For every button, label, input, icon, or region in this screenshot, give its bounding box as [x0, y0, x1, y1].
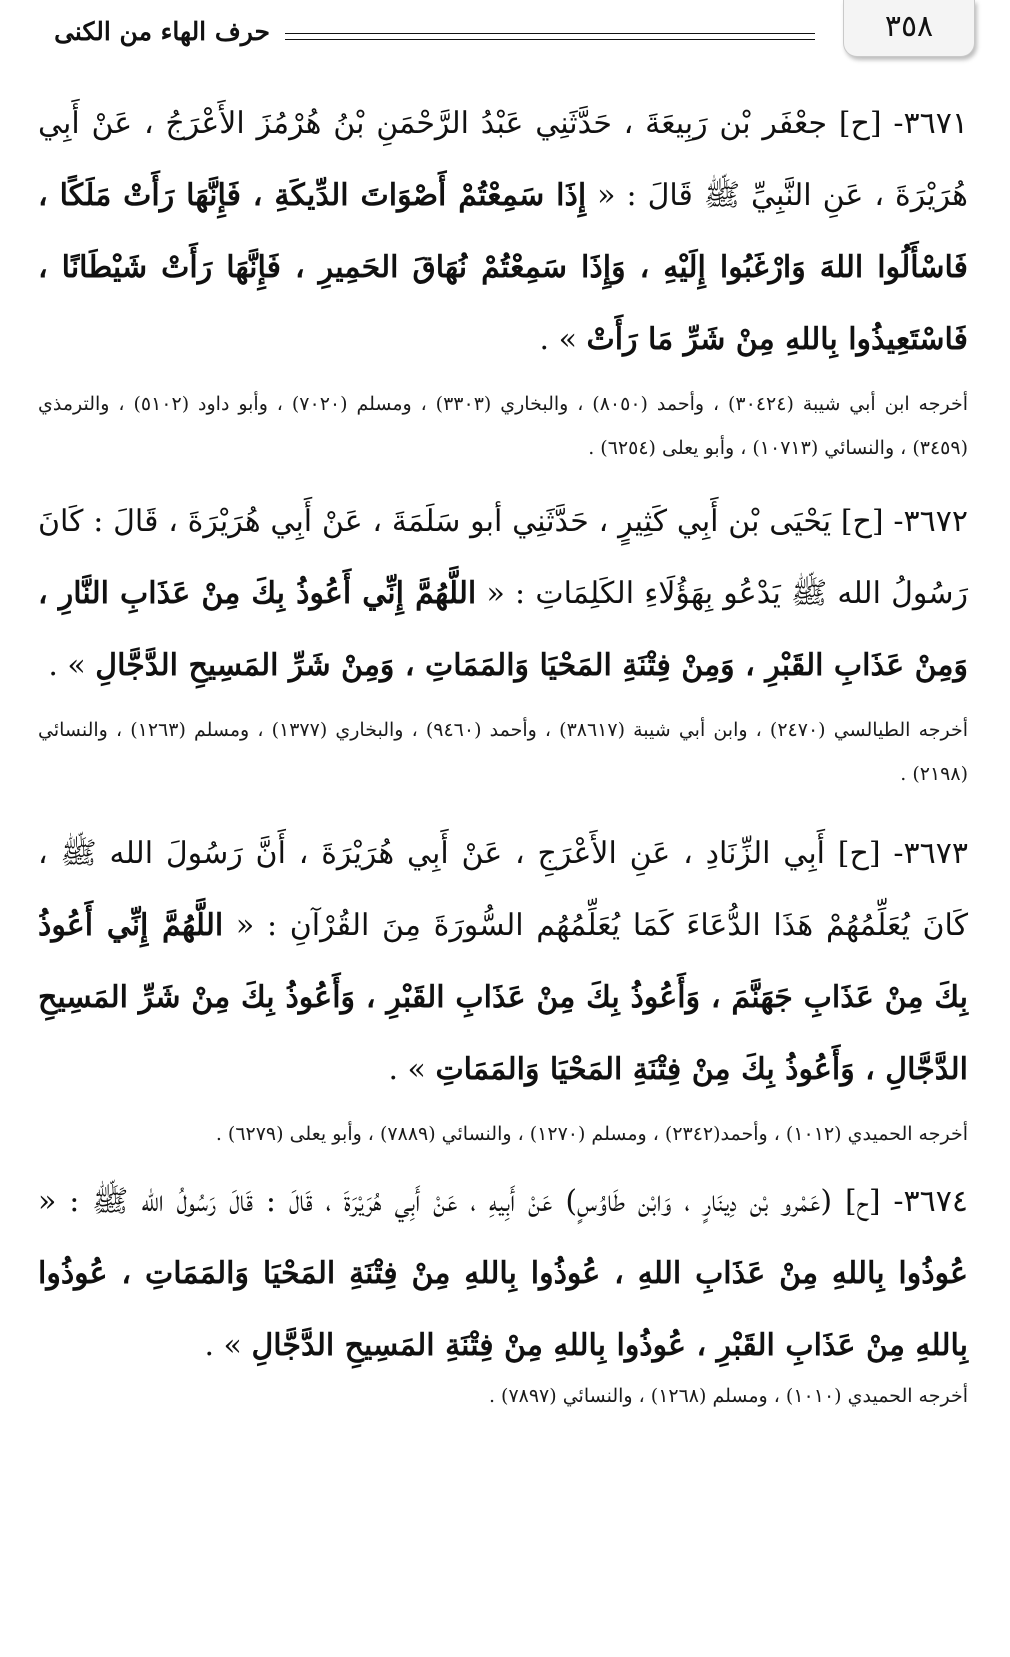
hadith-takhrij: أخرجه الحميدي (١٠١٢) ، وأحمد(٢٣٤٢) ، ومسلم (١٢٧٠) ، والنسائي (٧٨٨٩) ، وأبو يعلى (٦٢٧٩) .	[215, 1123, 968, 1145]
hadith-matn: اللَّهُمَّ إِنِّي أَعُوذُ بِكَ مِنْ عَذَابِ النَّارِ ، وَمِنْ عَذَابِ القَبْرِ ، وَمِنْ فِتْنَةِ المَحْيَا وَالمَمَاتِ ، وَمِنْ شَرِّ المَسِيحِ الدَّجَّالِ	[38, 576, 968, 683]
hadith-number: ٣٦٧١-	[893, 106, 968, 141]
hadith-matn: عُوذُوا بِاللهِ مِنْ عَذَابِ اللهِ ، عُوذُوا بِاللهِ مِنْ فِتْنَةِ المَحْيَا وَالمَمَاتِ ، عُوذُوا بِاللهِ مِنْ عَذَابِ القَبْرِ ، عُوذُوا بِاللهِ مِنْ فِتْنَةِ المَسِيحِ الدَّجَّالِ	[38, 1256, 968, 1363]
hadith-isnad: [ح] جعْفَر بْن رَبِيعَةَ ، حَدَّثَنِي عَبْدُ الرَّحْمَنِ بْنُ هُرْمُزَ الأَعْرَجُ ، عَنْ أَبِي هُرَيْرَةَ ، عَنِ النَّبِيِّ ﷺ قَالَ : «	[38, 106, 968, 213]
hadith-entry	[38, 1166, 968, 1418]
hadith-close: » .	[48, 648, 86, 683]
hadith-close: » .	[388, 1052, 426, 1087]
hadith-matn: اللَّهُمَّ إِنِّي أَعُوذُ بِكَ مِنْ عَذَابِ جَهَنَّمَ ، وَأَعُوذُ بِكَ مِنْ عَذَابِ القَبْرِ ، وَأَعُوذُ بِكَ مِنْ شَرِّ المَسِيحِ الدَّجَّالِ ، وَأَعُوذُ بِكَ مِنْ فِتْنَةِ المَحْيَا وَالمَمَاتِ	[38, 908, 968, 1087]
hadith-isnad: [ح] أَبِي الزِّنَادِ ، عَنِ الأَعْرَجِ ، عَنْ أَبِي هُرَيْرَةَ ، أَنَّ رَسُولَ الله ﷺ ، كَانَ يُعَلِّمُهُمْ هَذَا الدُّعَاءَ كَمَا يُعَلِّمُهُم السُّورَةَ مِنَ القُرْآنِ : «	[38, 836, 968, 943]
hadith-takhrij: أخرجه الطيالسي (٢٤٧٠) ، وابن أبي شيبة (٣٨٦١٧) ، وأحمد (٩٤٦٠) ، والبخاري (١٣٧٧) ، ومسلم (١٢٦٣) ، والنسائي (٢١٩٨) .	[38, 719, 969, 785]
hadith-entry	[38, 88, 968, 470]
hadith-takhrij: أخرجه ابن أبي شيبة (٣٠٤٢٤) ، وأحمد (٨٠٥٠) ، والبخاري (٣٣٠٣) ، ومسلم (٧٠٢٠) ، وأبو داود (٥١٠٢) ، والترمذي (٣٤٥٩) ، والنسائي (١٠٧١٣) ، وأبو يعلى (٦٢٥٤) .	[38, 393, 968, 459]
hadith-number: ٣٦٧٣-	[893, 836, 968, 871]
header-rule	[285, 39, 815, 40]
hadith-text	[38, 818, 968, 1106]
page-number-tab: ٣٥٨	[843, 0, 975, 57]
hadith-text	[38, 1166, 968, 1382]
page-header	[0, 0, 1010, 70]
hadith-number: ٣٦٧٤-	[893, 1184, 968, 1219]
hadith-close: » .	[539, 322, 577, 357]
header-rule	[285, 33, 815, 34]
hadith-matn: إِذَا سَمِعْتُمْ أَصْوَاتَ الدِّيكَةِ ، فَإِنَّهَا رَأَتْ مَلَكًا ، فَاسْأَلُوا اللهَ وَارْغَبُوا إِلَيْهِ ، وَإِذَا سَمِعْتُمْ نُهَاقَ الحَمِيرِ ، فَإِنَّهَا رَأَتْ شَيْطَانًا ، فَاسْتَعِيذُوا بِاللهِ مِنْ شَرِّ مَا رَأَتْ	[38, 178, 968, 357]
hadith-text	[38, 88, 968, 376]
hadith-isnad: [ح] يَحْيَى بْن أَبِي كَثِيرٍ ، حَدَّثَنِي أبو سَلَمَةَ ، عَنْ أَبِي هُرَيْرَةَ ، قَالَ : كَانَ رَسُولُ الله ﷺ يَدْعُو بِهَؤُلَاءِ الكَلِمَاتِ : «	[38, 504, 969, 611]
hadith-takhrij: أخرجه الحميدي (١٠١٠) ، ومسلم (١٢٦٨) ، والنسائي (٧٨٩٧) .	[488, 1385, 968, 1407]
chapter-title: حرف الهاء من الكنى	[54, 17, 270, 46]
hadith-text	[38, 486, 968, 702]
hadith-number: ٣٦٧٢-	[893, 504, 968, 539]
hadith-close: » .	[204, 1328, 242, 1363]
hadith-entry	[38, 486, 968, 796]
hadith-entry	[38, 818, 968, 1156]
hadith-isnad: [ح] (عَمْرو بْن دِينَارٍ ، وَابْن طَاوُسٍ) عَنْ أَبِيهِ ، عَنْ أَبِي هُرَيْرَةَ ، قَالَ : قَالَ رَسُولُ الله ﷺ : «	[38, 1184, 881, 1219]
